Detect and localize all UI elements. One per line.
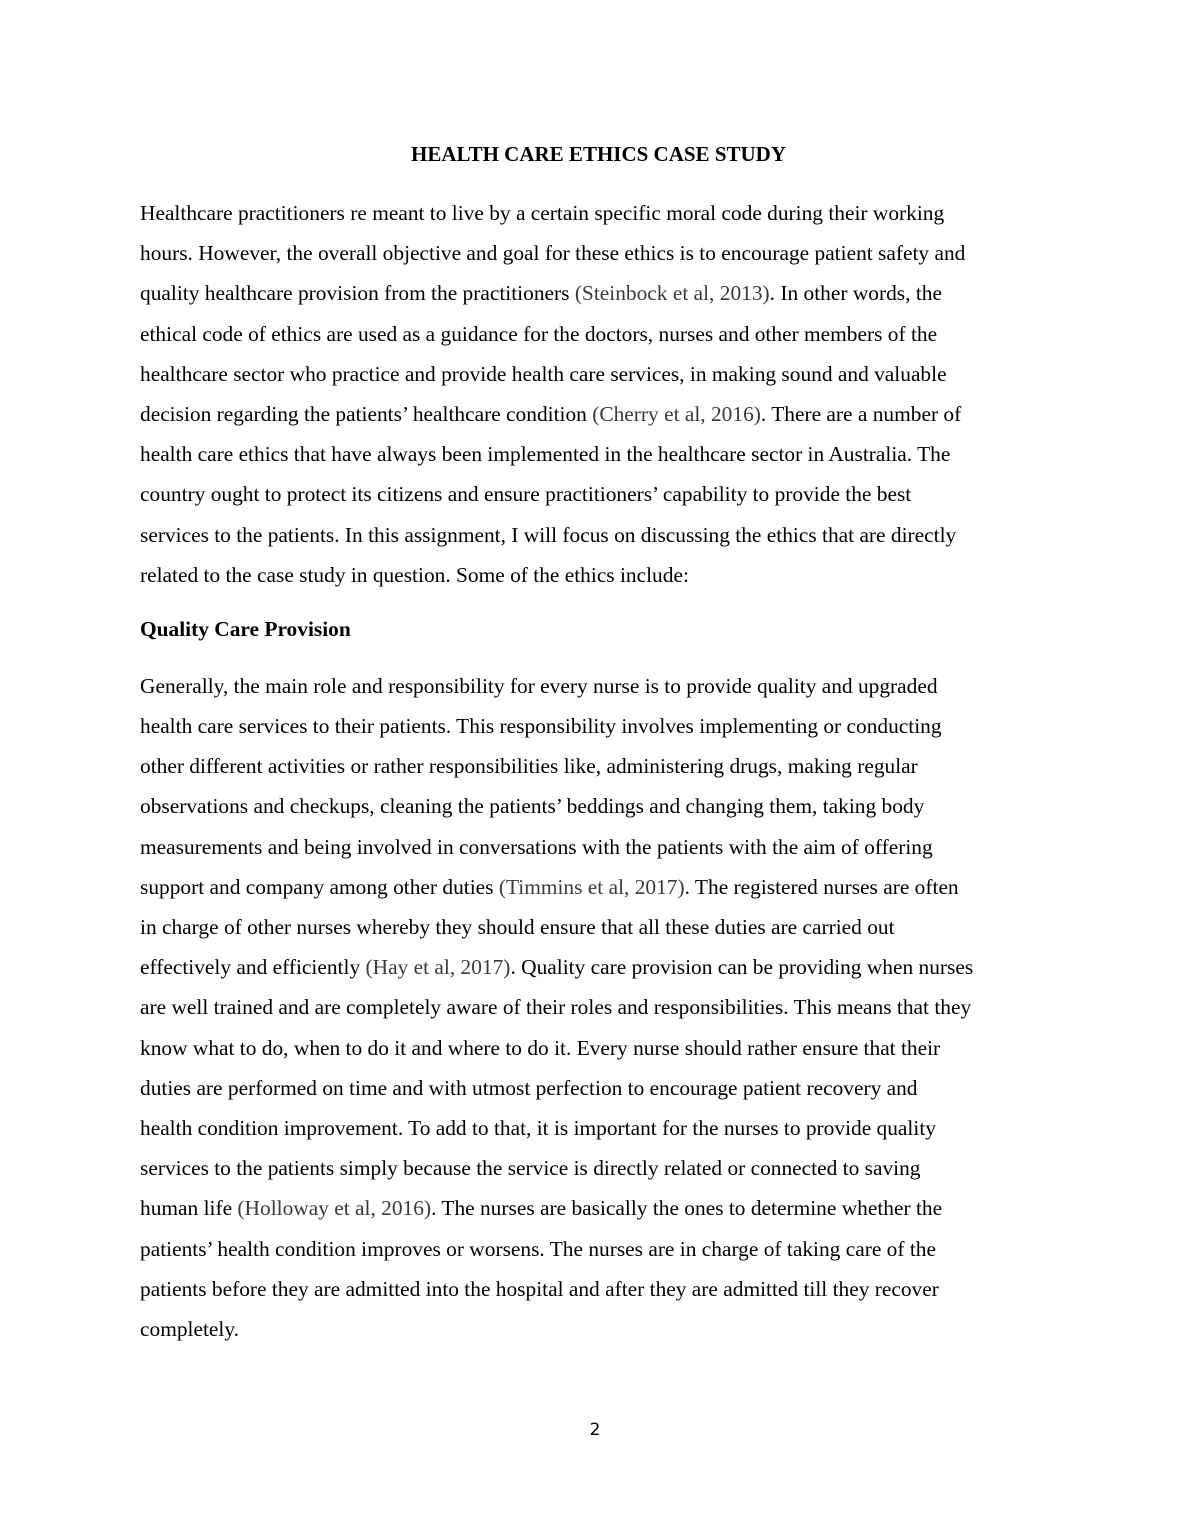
text-line (140, 394, 1055, 434)
text-line (140, 1188, 1055, 1228)
text-segment: health care services to their patients. This responsibility involves implementing or conducting (140, 714, 942, 739)
citation: (Hay et al, 2017) (365, 955, 511, 980)
text-line (140, 314, 1055, 354)
text-line (140, 987, 1055, 1027)
text-line (140, 1028, 1055, 1068)
text-segment: human life (140, 1196, 238, 1221)
text-line (140, 1229, 1055, 1269)
text-segment: patients’ health condition improves or worsens. The nurses are in charge of taking care of the (140, 1236, 936, 1261)
text-line (140, 746, 1055, 786)
text-segment: services to the patients. In this assignment, I will focus on discussing the ethics that are directly (140, 522, 957, 547)
text-line (140, 867, 1055, 907)
text-segment: duties are performed on time and with utmost perfection to encourage patient recovery and (140, 1075, 918, 1100)
document-title: HEALTH CARE ETHICS CASE STUDY (411, 142, 786, 166)
text-line (140, 434, 1055, 474)
text-line (140, 907, 1055, 947)
text-segment: healthcare sector who practice and provide health care services, in making sound and valuable (140, 361, 947, 386)
text-line (140, 555, 1055, 595)
text-line (140, 354, 1055, 394)
text-segment: Healthcare practitioners re meant to live by a certain specific moral code during their working (140, 201, 945, 225)
text-segment: Generally, the main role and responsibility for every nurse is to provide quality and upgraded (140, 673, 938, 698)
text-line (140, 947, 1055, 987)
text-segment: decision regarding the patients’ healthcare condition (140, 401, 593, 426)
text-line (140, 1309, 1055, 1349)
text-segment: . The nurses are basically the ones to determine whether the (431, 1196, 943, 1221)
text-line (140, 666, 1055, 706)
text-segment: . In other words, the (769, 281, 942, 306)
citation: (Steinbock et al, 2013) (574, 281, 770, 306)
citation: (Cherry et al, 2016) (592, 401, 761, 426)
text-line (140, 827, 1055, 867)
text-segment: ethical code of ethics are used as a guidance for the doctors, nurses and other members of the (140, 321, 938, 346)
section-heading: Quality Care Provision (140, 616, 351, 641)
text-line (140, 1269, 1055, 1309)
text-line (140, 193, 1055, 233)
text-line (140, 706, 1055, 746)
text-line (140, 273, 1055, 313)
quality-care-paragraph (140, 666, 1055, 1349)
text-segment: measurements and being involved in conversations with the patients with the aim of offering (140, 834, 933, 859)
text-segment: completely. (140, 1316, 239, 1341)
document-page (140, 138, 1055, 1349)
text-segment: support and company among other duties (140, 874, 499, 899)
text-segment: . There are a number of (760, 401, 962, 426)
text-segment: quality healthcare provision from the practitioners (140, 281, 575, 306)
text-line (140, 474, 1055, 514)
intro-paragraph (140, 193, 1055, 595)
text-segment: observations and checkups, cleaning the patients’ beddings and changing them, taking body (140, 794, 925, 819)
text-line (140, 1148, 1055, 1188)
text-line (140, 233, 1055, 273)
text-segment: . Quality care provision can be providing when nurses (510, 955, 974, 980)
citation: (Holloway et al, 2016) (237, 1196, 432, 1221)
text-segment: other different activities or rather responsibilities like, administering drugs, making regular (140, 754, 918, 779)
text-line (140, 1108, 1055, 1148)
page-number: 2 (589, 1420, 601, 1440)
text-segment: . The registered nurses are often (684, 874, 959, 899)
text-segment: hours. However, the overall objective and goal for these ethics is to encourage patient safety and (140, 241, 966, 266)
text-line (140, 786, 1055, 826)
text-segment: are well trained and are completely aware of their roles and responsibilities. This means that they (140, 995, 972, 1020)
text-segment: patients before they are admitted into the hospital and after they are admitted till they recover (140, 1276, 939, 1301)
text-segment: effectively and efficiently (140, 955, 366, 980)
text-segment: in charge of other nurses whereby they should ensure that all these duties are carried out (140, 915, 895, 939)
text-line (140, 515, 1055, 555)
text-line (140, 1068, 1055, 1108)
text-segment: know what to do, when to do it and where to do it. Every nurse should rather ensure that their (140, 1035, 941, 1060)
text-segment: health care ethics that have always been implemented in the healthcare sector in Australia. The (140, 442, 951, 467)
text-segment: country ought to protect its citizens and ensure practitioners’ capability to provide the best (140, 482, 912, 507)
text-segment: services to the patients simply because the service is directly related or connected to saving (140, 1156, 921, 1181)
text-segment: related to the case study in question. Some of the ethics include: (140, 562, 689, 587)
citation: (Timmins et al, 2017) (498, 874, 685, 899)
text-segment: health condition improvement. To add to that, it is important for the nurses to provide quality (140, 1115, 936, 1140)
